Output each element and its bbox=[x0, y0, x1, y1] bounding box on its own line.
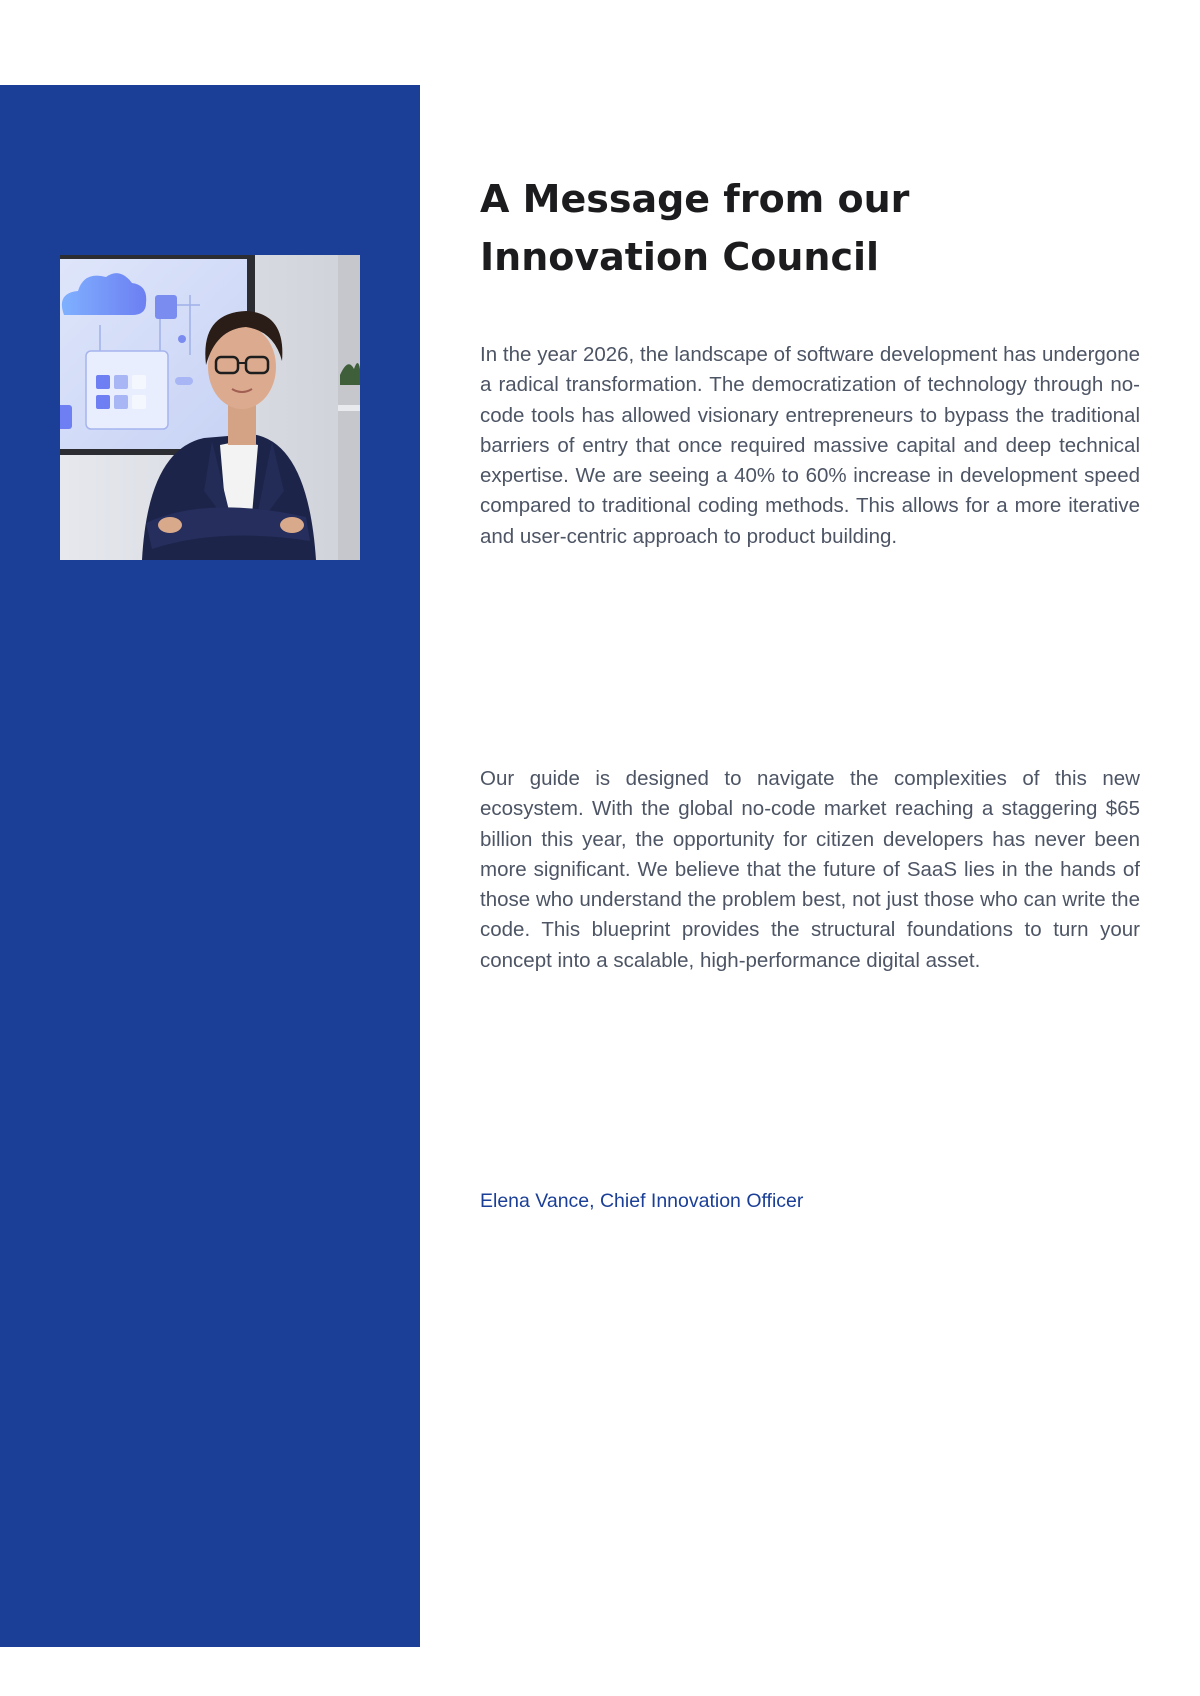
sidebar-accent-panel bbox=[0, 85, 420, 1647]
message-paragraph-1: In the year 2026, the landscape of software development has undergone a radical transformation. The democratization of technology through no-code tools has allowed visionary entrepreneurs to bypass the traditional barriers of entry that once required massive capital and deep technical expertise. We are seeing a 40% to 60% increase in development speed compared to traditional coding methods. This allows for a more iterative and user-centric approach to product building. bbox=[480, 343, 1140, 548]
signature: Elena Vance, Chief Innovation Officer bbox=[480, 1190, 804, 1212]
message-paragraph-2: Our guide is designed to navigate the complexities of this new ecosystem. With the global no-code market reaching a staggering $65 billion this year, the opportunity for citizen developers has never been more significant. We believe that the future of SaaS lies in the hands of those who understand the problem best, not just those who can write the code. This blueprint provides the structural foundations to turn your concept into a scalable, high-performance digital asset. bbox=[480, 767, 1140, 972]
message-header bbox=[480, 170, 1140, 286]
page-title: A Message from our Innovation Council bbox=[480, 177, 910, 279]
portrait-photo-icon bbox=[60, 255, 360, 560]
